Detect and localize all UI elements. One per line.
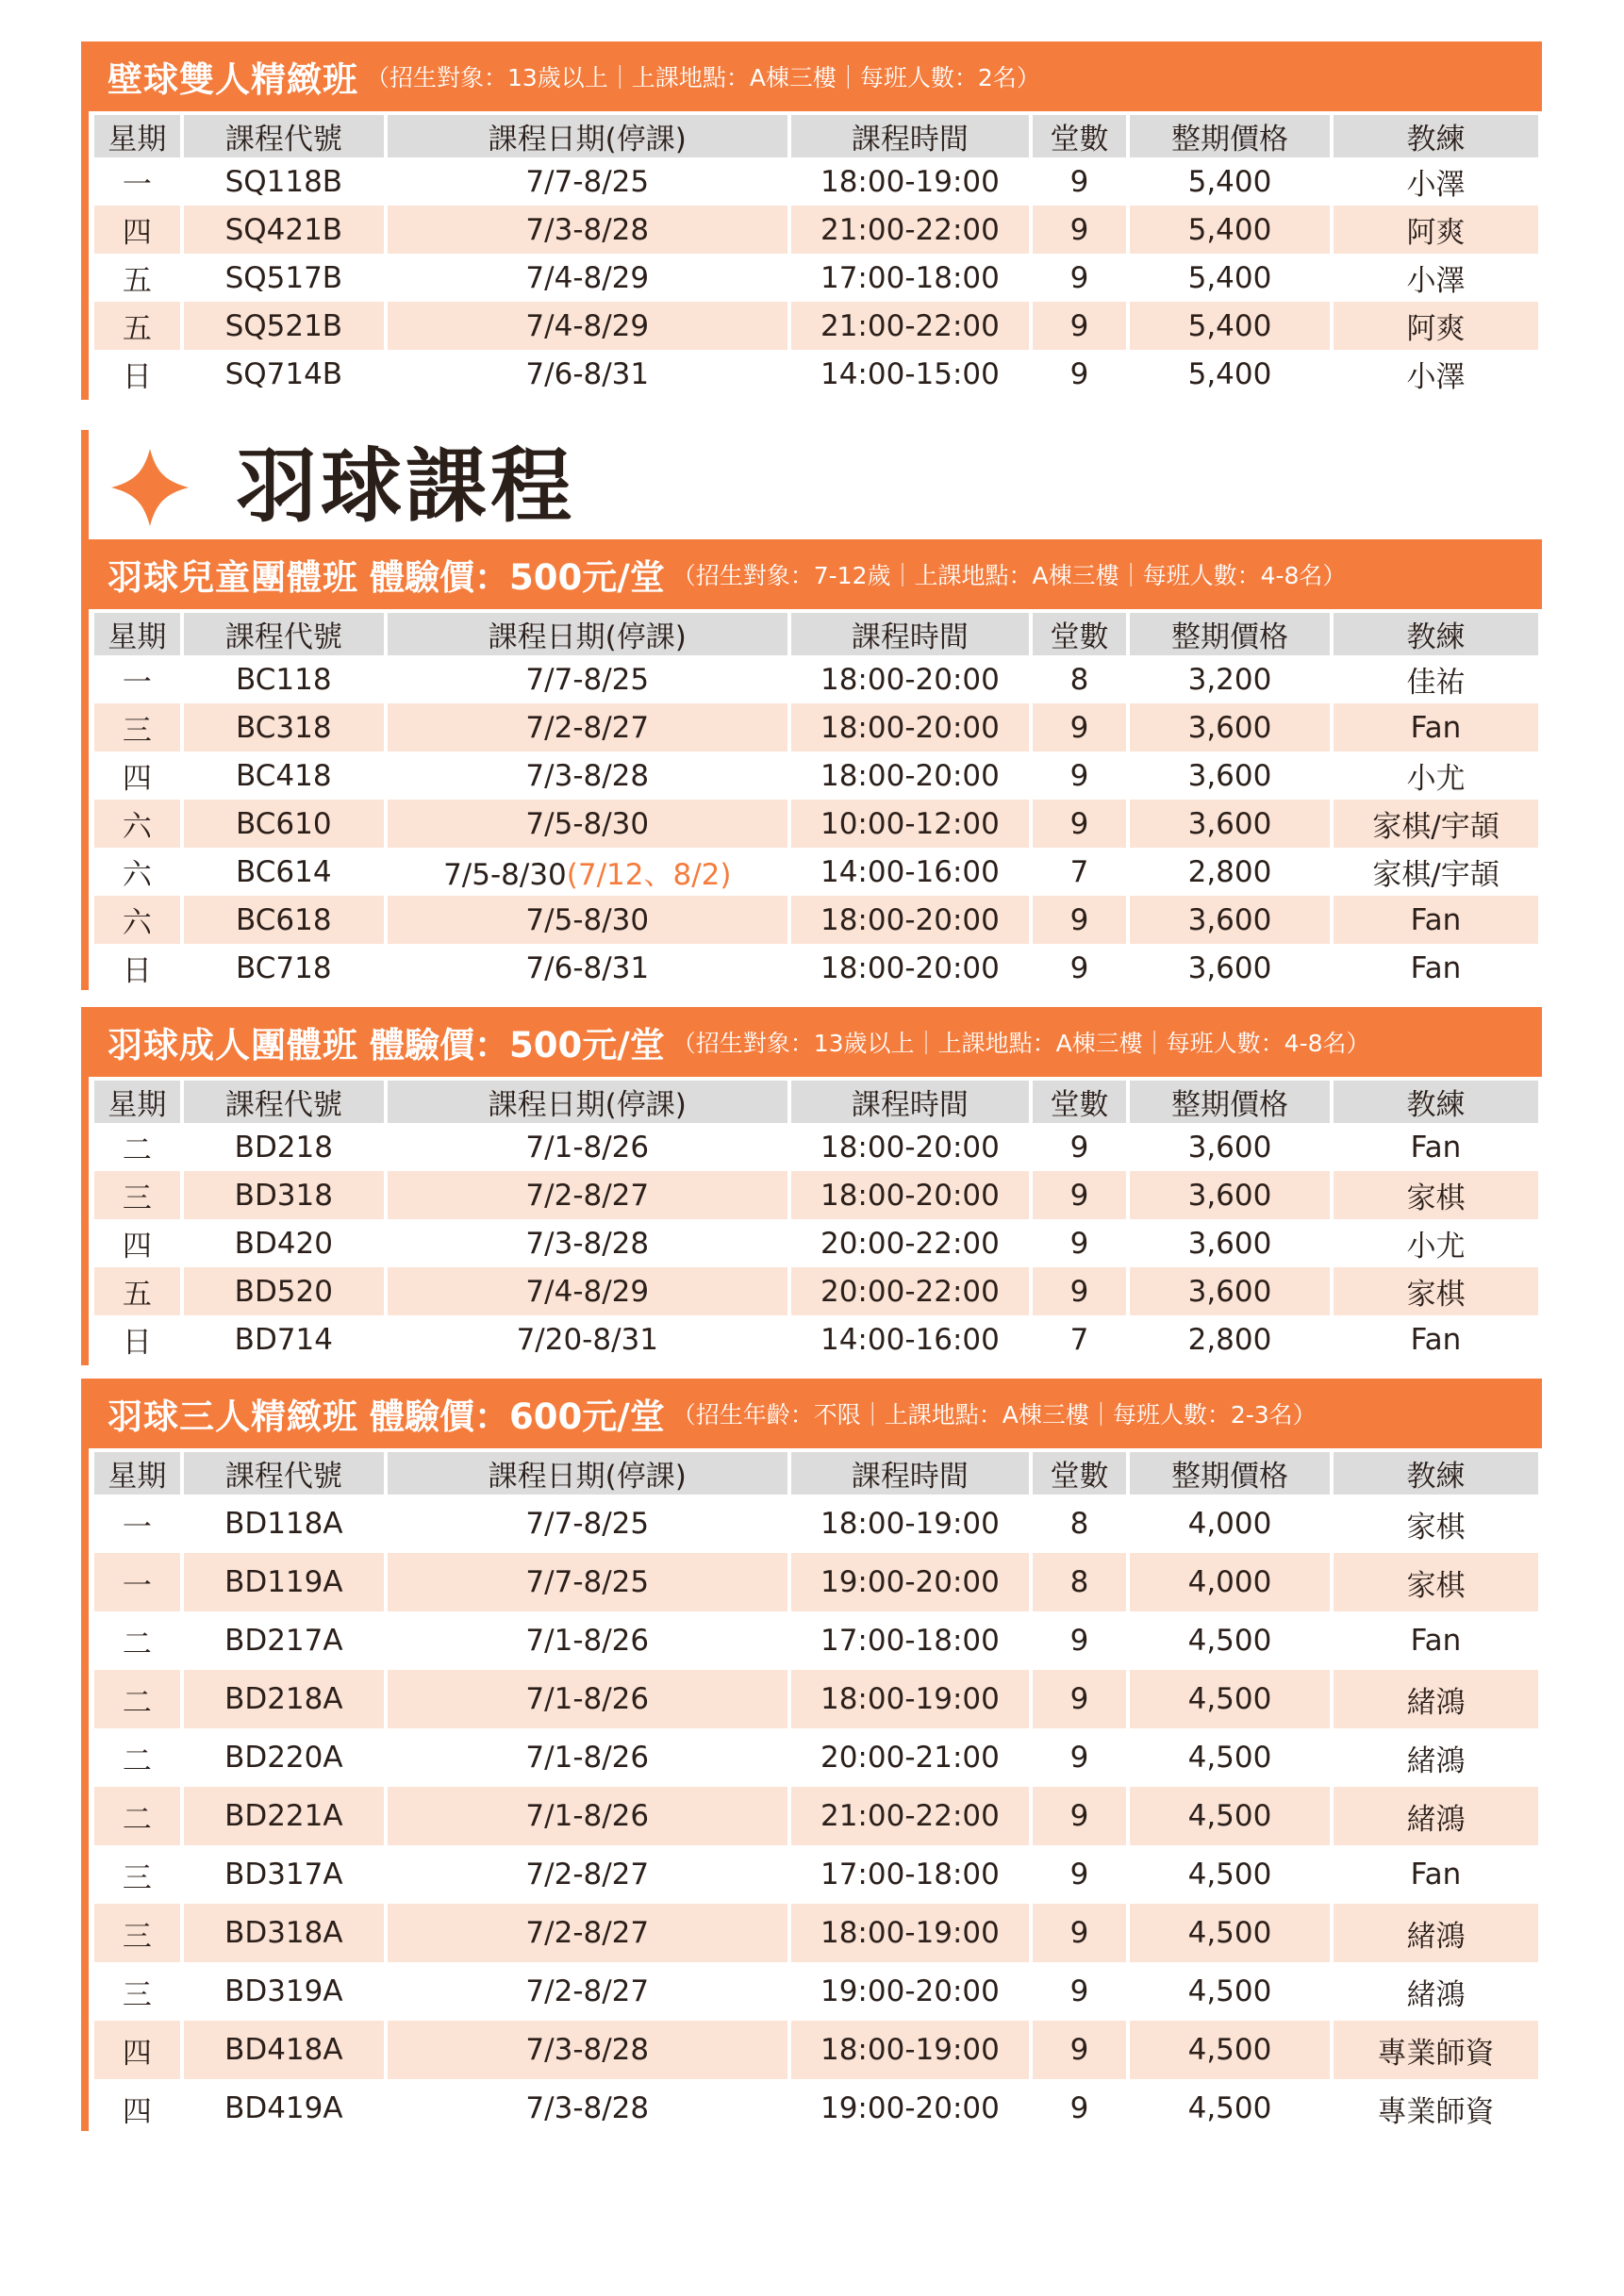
weekday-cell: 四 [122,1230,152,1264]
course-code-cell: SQ517B [224,260,343,295]
coach-cell: 小尤 [1406,1230,1466,1264]
section-title: 羽球成人團體班 [108,1025,358,1065]
course-time-cell: 20:00-22:00 [791,1267,1029,1315]
course-date-header: 課程日期(停課) [388,1452,787,1495]
price-cell: 3,600 [1130,896,1330,944]
weekday-cell: 一 [122,168,152,202]
table-row [94,2021,1538,2079]
section-banner [81,41,1542,111]
session-count-cell: 7 [1069,1322,1089,1357]
course-time-header: 課程時間 [791,1081,1029,1123]
price-cell: 4,500 [1130,1787,1330,1845]
course-time-cell: 18:00-20:00 [820,662,1000,697]
course-date-cell: 7/5-8/30 [388,896,787,944]
weekday-header: 星期 [94,1452,180,1495]
section-price: 體驗價：500元/堂 [370,557,665,598]
course-time-header: 課程時間 [791,613,1029,655]
coach-cell: 小澤 [1406,168,1466,202]
section-title: 壁球雙人精緻班 [108,59,358,100]
session-count-cell: 9 [1033,1267,1126,1315]
coach-header: 教練 [1334,1081,1538,1123]
course-date-cell: 7/6-8/31 [525,950,650,985]
session-count-cell: 9 [1069,758,1089,793]
session-count-header: 堂數 [1033,613,1126,655]
course-table [91,115,1542,398]
weekday-cell: 三 [122,1860,152,1895]
section-banner [81,1007,1542,1077]
section-banner [81,1379,1542,1448]
section-info: （招生年齡：不限｜上課地點：A棟三樓｜每班人數：2-3名） [671,1401,1317,1429]
session-count-header: 堂數 [1033,1081,1126,1123]
course-date-cell: 7/7-8/25 [388,1553,787,1611]
coach-cell: 緒鴻 [1406,1977,1466,2012]
weekday-cell: 三 [94,1171,180,1219]
session-count-cell: 9 [1069,260,1089,295]
course-date-cell: 7/7-8/25 [525,662,650,697]
course-date-cell: 7/7-8/25 [525,164,650,199]
course-date-cell: 7/2-8/27 [388,1171,787,1219]
table-row [94,896,1538,944]
course-code-cell: SQ714B [224,356,343,391]
price-cell: 3,600 [1187,1226,1272,1261]
weekday-cell: 一 [122,1510,152,1544]
session-count-cell: 8 [1069,662,1089,697]
course-time-header: 課程時間 [791,1452,1029,1495]
weekday-cell: 三 [122,1977,152,2012]
section-info: （招生對象：13歲以上｜上課地點：A棟三樓｜每班人數：2名） [366,64,1040,91]
coach-cell: Fan [1410,1858,1462,1891]
course-date-cell: 7/4-8/29 [525,260,650,295]
table-row [94,2079,1538,2138]
course-code-header: 課程代號 [184,1452,384,1495]
session-count-header: 堂數 [1033,1452,1126,1495]
course-code-cell: BD317A [224,1858,343,1891]
weekday-cell: 二 [94,1787,180,1845]
course-date-cell: 7/1-8/26 [388,1787,787,1845]
section-title: 羽球三人精緻班 [108,1396,358,1437]
course-time-cell: 17:00-18:00 [820,260,1000,295]
course-time-cell: 20:00-21:00 [820,1741,1000,1775]
course-code-cell: BD418A [184,2021,384,2079]
coach-header: 教練 [1334,115,1538,157]
course-date-header: 課程日期(停課) [388,613,787,655]
course-date-cell: 7/3-8/28 [525,758,650,793]
table-row [94,157,1538,206]
session-count-cell: 9 [1069,1624,1089,1658]
section-info: （招生對象：7-12歲｜上課地點：A棟三樓｜每班人數：4-8名） [671,562,1347,589]
table-row [94,1728,1538,1787]
section-three-person [81,1379,1542,2131]
course-date-cell: 7/3-8/28 [388,2021,787,2079]
price-cell: 4,500 [1130,2021,1330,2079]
table-row [94,302,1538,350]
session-count-cell: 9 [1033,1171,1126,1219]
session-count-cell: 9 [1069,356,1089,391]
coach-cell: Fan [1334,896,1538,944]
session-count-cell: 9 [1033,206,1126,254]
weekday-cell: 四 [122,762,152,796]
coach-cell: 家棋 [1406,1510,1466,1544]
weekday-cell: 日 [122,954,152,988]
session-count-cell: 9 [1033,1670,1126,1728]
table-row [94,350,1538,398]
price-cell: 5,400 [1187,260,1272,295]
price-cell: 3,600 [1187,950,1272,985]
price-cell: 4,500 [1187,2091,1272,2125]
course-code-cell: BD419A [224,2091,343,2125]
course-time-cell: 17:00-18:00 [820,1858,1000,1891]
price-cell: 3,600 [1187,1130,1272,1165]
course-code-cell: BC614 [236,854,332,889]
price-cell: 4,000 [1130,1553,1330,1611]
section-price: 體驗價：500元/堂 [370,1025,665,1065]
section-info: （招生對象：13歲以上｜上課地點：A棟三樓｜每班人數：4-8名） [671,1030,1370,1057]
course-code-cell: BC118 [236,662,332,697]
table-header-row [94,1452,1538,1495]
course-table [91,613,1542,992]
course-code-cell: BD221A [184,1787,384,1845]
table-header-row [94,115,1538,157]
coach-header: 教練 [1334,1452,1538,1495]
coach-cell: 阿爽 [1334,206,1538,254]
session-count-cell: 9 [1069,950,1089,985]
course-time-cell: 19:00-20:00 [820,1974,1000,2008]
session-count-cell: 9 [1069,164,1089,199]
session-count-cell: 9 [1033,703,1126,752]
course-time-cell: 18:00-19:00 [820,164,1000,199]
course-code-header: 課程代號 [184,115,384,157]
weekday-cell: 六 [94,896,180,944]
session-count-cell: 9 [1033,1904,1126,1962]
price-header: 整期價格 [1130,1081,1330,1123]
course-time-cell: 19:00-20:00 [820,2091,1000,2125]
table-row [94,1553,1538,1611]
coach-cell: 緒鴻 [1334,1787,1538,1845]
table-row [94,1904,1538,1962]
price-header: 整期價格 [1130,613,1330,655]
session-count-cell: 9 [1033,896,1126,944]
table-row [94,254,1538,302]
coach-cell: 家棋 [1334,1553,1538,1611]
table-row [94,1962,1538,2021]
weekday-cell: 三 [94,703,180,752]
course-time-header: 課程時間 [791,115,1029,157]
course-date-header: 課程日期(停課) [388,115,787,157]
price-cell: 4,500 [1130,1670,1330,1728]
price-header: 整期價格 [1130,115,1330,157]
course-code-cell: BD319A [224,1974,343,2008]
course-code-cell: BD217A [224,1624,343,1658]
weekday-cell: 四 [94,206,180,254]
course-code-cell: BC610 [184,800,384,848]
course-date-cell: 7/1-8/26 [388,1670,787,1728]
price-cell: 4,500 [1187,1741,1272,1775]
coach-cell: 阿爽 [1334,302,1538,350]
session-count-cell: 9 [1069,1130,1089,1165]
price-cell: 4,000 [1187,1507,1272,1541]
coach-cell: 佳祐 [1406,666,1466,700]
coach-cell: Fan [1410,1624,1462,1658]
weekday-header: 星期 [94,1081,180,1123]
coach-cell: 家棋/宇頡 [1372,858,1500,892]
course-code-cell: BD714 [234,1322,333,1357]
course-time-cell: 14:00-16:00 [820,1322,1000,1357]
course-date-cell: 7/3-8/28 [388,206,787,254]
course-date-cell: 7/2-8/27 [388,1904,787,1962]
course-date-cell: 7/2-8/27 [525,1858,650,1891]
course-date-header: 課程日期(停課) [388,1081,787,1123]
weekday-cell: 六 [94,800,180,848]
course-date-cell: 7/2-8/27 [525,1974,650,2008]
coach-cell: Fan [1334,703,1538,752]
course-time-cell: 14:00-16:00 [820,854,1000,889]
price-header: 整期價格 [1130,1452,1330,1495]
course-time-cell: 18:00-20:00 [791,1171,1029,1219]
course-time-cell: 18:00-19:00 [791,2021,1029,2079]
course-time-cell: 18:00-19:00 [820,1507,1000,1541]
session-count-cell: 7 [1069,854,1089,889]
price-cell: 3,600 [1130,703,1330,752]
course-time-cell: 18:00-19:00 [791,1904,1029,1962]
course-code-cell: SQ421B [184,206,384,254]
section-squash [81,41,1542,400]
session-count-cell: 9 [1069,1226,1089,1261]
section-price: 體驗價：600元/堂 [370,1396,665,1437]
course-date-cell: 7/1-8/26 [525,1741,650,1775]
table-row [94,944,1538,992]
price-cell: 4,500 [1187,1624,1272,1658]
table-row [94,1787,1538,1845]
weekday-cell: 四 [122,2094,152,2129]
coach-cell: 專業師資 [1334,2021,1538,2079]
coach-cell: 緒鴻 [1334,1904,1538,1962]
course-time-cell: 18:00-20:00 [820,758,1000,793]
course-date-cell: 7/2-8/27 [388,703,787,752]
table-row [94,1670,1538,1728]
table-header-row [94,1081,1538,1123]
course-code-cell: BC718 [236,950,332,985]
session-count-cell: 9 [1033,800,1126,848]
course-code-cell: BD118A [224,1507,343,1541]
table-row [94,1845,1538,1904]
table-row [94,1495,1538,1553]
course-table [91,1452,1542,2138]
coach-cell: 家棋 [1334,1171,1538,1219]
price-cell: 3,600 [1130,800,1330,848]
weekday-cell: 五 [122,264,152,298]
course-code-cell: BD520 [184,1267,384,1315]
weekday-header: 星期 [94,115,180,157]
course-code-cell: BD318A [184,1904,384,1962]
coach-cell: 家棋/宇頡 [1334,800,1538,848]
course-table [91,1081,1542,1363]
course-code-cell: BC618 [184,896,384,944]
course-date-cell: 7/4-8/29 [388,1267,787,1315]
price-cell: 3,600 [1130,1267,1330,1315]
coach-cell: 小澤 [1406,360,1466,394]
course-date-cell: 7/1-8/26 [525,1130,650,1165]
session-count-cell: 9 [1069,1858,1089,1891]
coach-cell: 小尤 [1406,762,1466,796]
badminton-heading [81,430,741,551]
section-accent-bar [81,1379,89,2131]
weekday-cell: 三 [94,1904,180,1962]
course-code-header: 課程代號 [184,613,384,655]
price-cell: 2,800 [1187,1322,1272,1357]
course-date-cell [388,848,787,896]
coach-cell: Fan [1410,1130,1462,1165]
heading-text: 羽球課程 [236,439,575,534]
price-cell: 4,500 [1187,1858,1272,1891]
table-row [94,1315,1538,1363]
table-row [94,848,1538,896]
weekday-cell: 二 [122,1133,152,1167]
course-code-header: 課程代號 [184,1081,384,1123]
course-code-cell: BC418 [236,758,332,793]
section-title: 羽球兒童團體班 [108,557,358,598]
course-code-cell: BC318 [184,703,384,752]
suspended-dates-note: (7/12、8/2) [566,858,732,892]
course-code-cell: BD119A [184,1553,384,1611]
course-time-cell: 21:00-22:00 [791,1787,1029,1845]
coach-cell: 小澤 [1406,264,1466,298]
coach-cell: Fan [1410,1322,1462,1357]
session-count-cell: 9 [1069,2091,1089,2125]
course-time-cell: 17:00-18:00 [820,1624,1000,1658]
course-time-cell: 18:00-20:00 [820,950,1000,985]
course-date-cell: 7/6-8/31 [525,356,650,391]
weekday-cell: 五 [94,1267,180,1315]
section-banner [81,539,1542,609]
course-code-cell: BD420 [234,1226,333,1261]
session-count-cell: 9 [1069,1974,1089,2008]
course-date-cell: 7/1-8/26 [525,1624,650,1658]
course-time-cell: 20:00-22:00 [820,1226,1000,1261]
table-row [94,752,1538,800]
diamond-icon [111,449,189,526]
course-time-cell: 18:00-20:00 [820,1130,1000,1165]
coach-cell: 專業師資 [1377,2094,1495,2129]
price-cell: 5,400 [1187,164,1272,199]
price-cell: 5,400 [1130,302,1330,350]
session-count-cell: 9 [1069,1741,1089,1775]
table-row [94,655,1538,703]
heading-accent-bar [81,430,89,551]
coach-cell: 家棋 [1334,1267,1538,1315]
course-code-cell: SQ118B [224,164,343,199]
section-kids-group [81,539,1542,990]
coach-cell: Fan [1410,950,1462,985]
weekday-header: 星期 [94,613,180,655]
price-cell: 4,500 [1130,1904,1330,1962]
price-cell: 4,500 [1187,1974,1272,2008]
price-cell: 3,600 [1187,758,1272,793]
weekday-cell: 四 [94,2021,180,2079]
table-row [94,1219,1538,1267]
weekday-cell: 二 [122,1627,152,1661]
course-code-cell: BD218 [234,1130,333,1165]
course-date-cell: 7/20-8/31 [516,1322,658,1357]
table-header-row [94,613,1538,655]
section-adult-group [81,1007,1542,1365]
price-cell: 3,200 [1187,662,1272,697]
session-count-cell: 9 [1033,1787,1126,1845]
session-count-cell: 8 [1069,1507,1089,1541]
course-time-cell: 21:00-22:00 [791,206,1029,254]
table-row [94,206,1538,254]
price-cell: 3,600 [1130,1171,1330,1219]
session-count-cell: 8 [1033,1553,1126,1611]
course-time-cell: 21:00-22:00 [791,302,1029,350]
course-code-cell: BD220A [224,1741,343,1775]
weekday-cell: 六 [122,858,152,892]
session-count-header: 堂數 [1033,115,1126,157]
table-row [94,1123,1538,1171]
weekday-cell: 一 [122,666,152,700]
table-row [94,703,1538,752]
course-code-cell: SQ521B [184,302,384,350]
price-cell: 5,400 [1130,206,1330,254]
weekday-cell: 日 [122,1326,152,1360]
table-row [94,1267,1538,1315]
course-code-cell: BD318 [184,1171,384,1219]
course-date-cell: 7/7-8/25 [525,1507,650,1541]
course-time-cell: 10:00-12:00 [791,800,1029,848]
price-cell: 2,800 [1187,854,1272,889]
session-count-cell: 9 [1033,2021,1126,2079]
price-cell: 5,400 [1187,356,1272,391]
course-time-cell: 19:00-20:00 [791,1553,1029,1611]
course-date-cell: 7/3-8/28 [525,2091,650,2125]
table-row [94,1611,1538,1670]
table-row [94,1171,1538,1219]
course-time-cell: 18:00-19:00 [791,1670,1029,1728]
course-time-cell: 14:00-15:00 [820,356,1000,391]
coach-cell: 緒鴻 [1334,1670,1538,1728]
weekday-cell: 二 [94,1670,180,1728]
course-date-cell: 7/3-8/28 [525,1226,650,1261]
course-time-cell: 18:00-20:00 [791,896,1029,944]
coach-cell: 緒鴻 [1406,1743,1466,1778]
course-date-text: 7/5-8/30 [443,858,567,892]
weekday-cell: 日 [122,360,152,394]
table-row [94,800,1538,848]
course-date-cell: 7/4-8/29 [388,302,787,350]
weekday-cell: 五 [94,302,180,350]
course-code-cell: BD218A [184,1670,384,1728]
course-date-cell: 7/5-8/30 [388,800,787,848]
course-time-cell: 18:00-20:00 [791,703,1029,752]
session-count-cell: 9 [1033,302,1126,350]
weekday-cell: 二 [122,1743,152,1778]
coach-header: 教練 [1334,613,1538,655]
weekday-cell: 一 [94,1553,180,1611]
